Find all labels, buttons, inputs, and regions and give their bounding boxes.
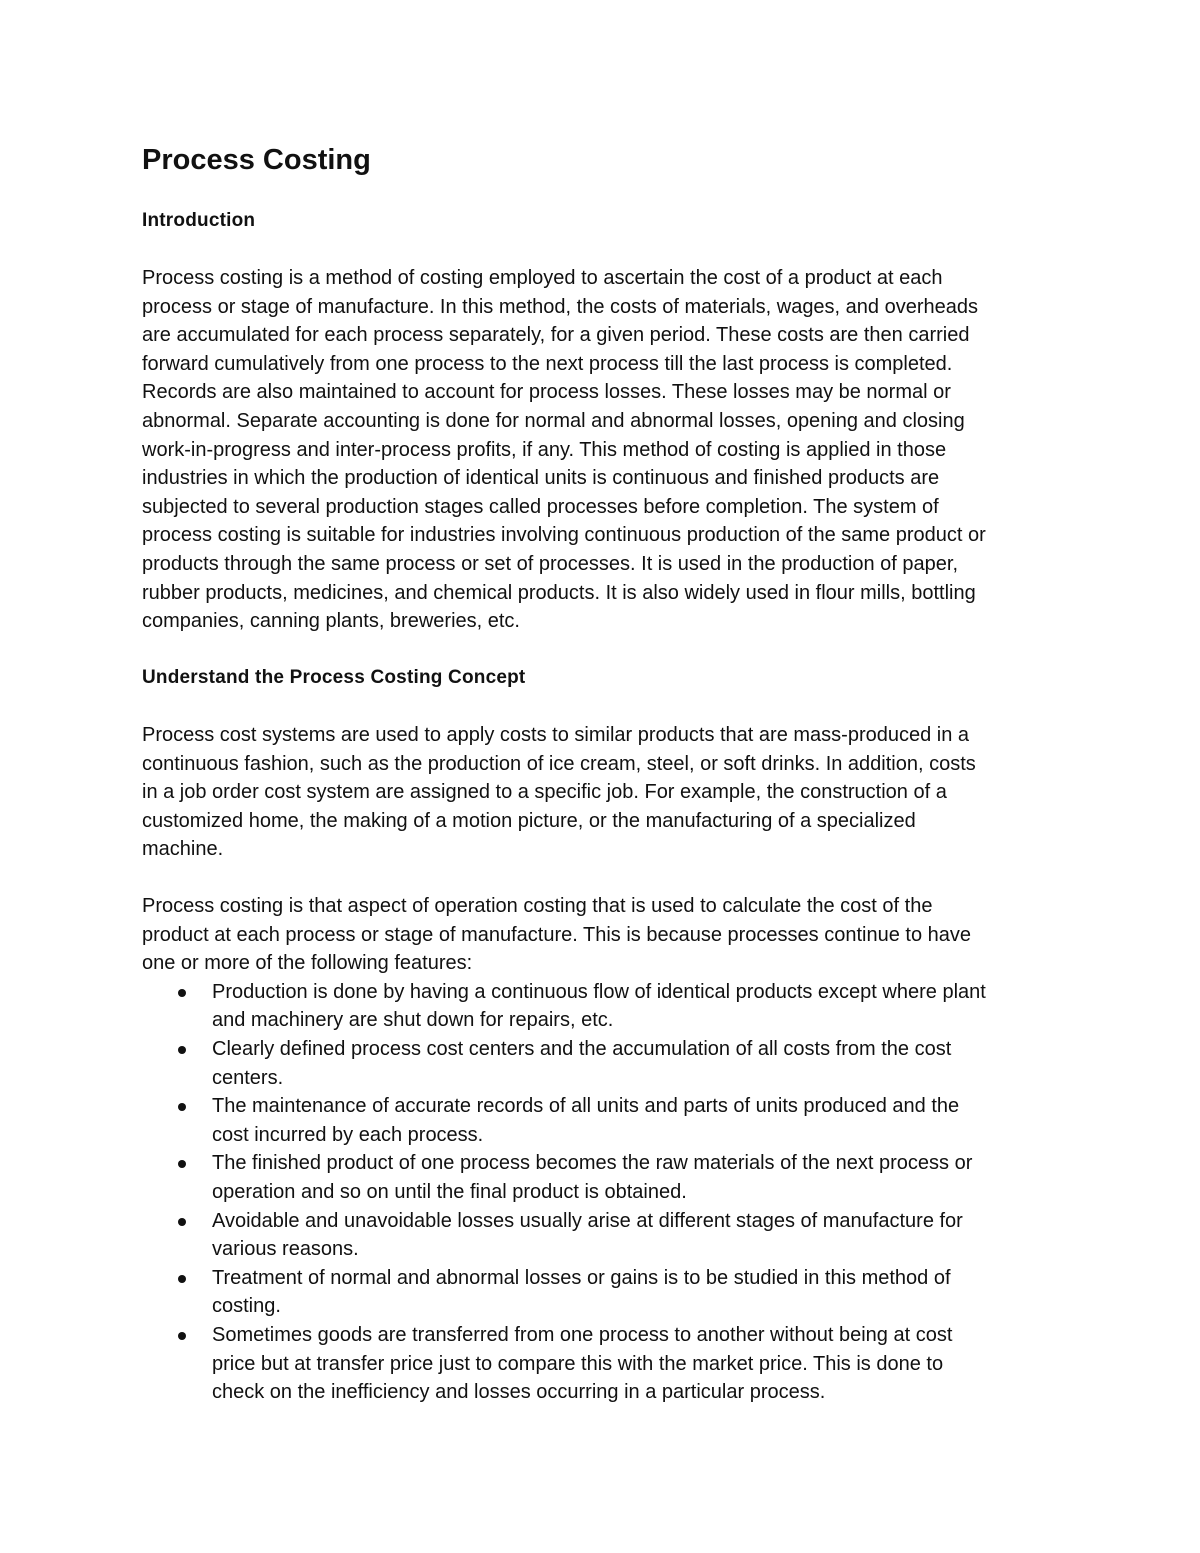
text-line: The maintenance of accurate records of all units and parts of units produced and the bbox=[212, 1095, 960, 1118]
list-item bbox=[142, 1092, 1082, 1149]
text-line: one or more of the following features: bbox=[142, 952, 473, 975]
text-line: centers. bbox=[212, 1066, 284, 1089]
text-line: machine. bbox=[142, 838, 224, 861]
text-line: forward cumulatively from one process to the next process till the last process is completed. bbox=[142, 352, 953, 375]
text-line: are accumulated for each process separately, for a given period. These costs are then carried bbox=[142, 324, 970, 347]
text-line: Process costing is a method of costing employed to ascertain the cost of a product at each bbox=[142, 267, 943, 289]
text-line: Avoidable and unavoidable losses usually arise at different stages of manufacture for bbox=[212, 1209, 963, 1232]
list-item bbox=[142, 978, 1082, 1035]
text-line: Production is done by having a continuous flow of identical products except where plant bbox=[212, 980, 986, 1003]
text-line: abnormal. Separate accounting is done for normal and abnormal losses, opening and closing bbox=[142, 409, 965, 432]
text-line: check on the inefficiency and losses occurring in a particular process. bbox=[212, 1381, 826, 1404]
section-heading-introduction: Introduction bbox=[142, 210, 256, 231]
bullet-icon bbox=[178, 1275, 186, 1283]
bullet-icon bbox=[178, 1103, 186, 1111]
list-item bbox=[142, 1264, 1082, 1321]
bullet-icon bbox=[178, 1160, 186, 1168]
bullet-icon bbox=[178, 1332, 186, 1340]
introduction-paragraph bbox=[142, 264, 1082, 636]
text-line: price but at transfer price just to compare this with the market price. This is done to bbox=[212, 1352, 944, 1375]
section-heading-concept: Understand the Process Costing Concept bbox=[142, 667, 526, 688]
features-list bbox=[142, 978, 1082, 1407]
text-line: customized home, the making of a motion picture, or the manufacturing of a specialized bbox=[142, 809, 916, 832]
text-line: Process costing is that aspect of operation costing that is used to calculate the cost of the bbox=[142, 895, 933, 917]
text-line: cost incurred by each process. bbox=[212, 1123, 484, 1146]
text-line: process costing is suitable for industries involving continuous production of the same product or bbox=[142, 524, 986, 547]
text-line: operation and so on until the final product is obtained. bbox=[212, 1180, 687, 1203]
list-item bbox=[142, 1207, 1082, 1264]
text-line: rubber products, medicines, and chemical products. It is also widely used in flour mills, bottling bbox=[142, 581, 976, 604]
text-line: Treatment of normal and abnormal losses or gains is to be studied in this method of bbox=[212, 1266, 951, 1289]
bullet-icon bbox=[178, 989, 186, 997]
document-title: Process Costing bbox=[142, 144, 371, 176]
concept-paragraph-1 bbox=[142, 721, 1082, 864]
text-line: and machinery are shut down for repairs, etc. bbox=[212, 1009, 614, 1032]
bullet-icon bbox=[178, 1046, 186, 1054]
text-line: costing. bbox=[212, 1295, 281, 1318]
text-line: industries in which the production of identical units is continuous and finished products are bbox=[142, 467, 940, 490]
text-line: process or stage of manufacture. In this method, the costs of materials, wages, and overheads bbox=[142, 295, 978, 318]
text-line: Records are also maintained to account for process losses. These losses may be normal or bbox=[142, 381, 951, 404]
text-line: Clearly defined process cost centers and the accumulation of all costs from the cost bbox=[212, 1037, 952, 1060]
text-line: in a job order cost system are assigned to a specific job. For example, the construction of a bbox=[142, 781, 947, 804]
text-line: Sometimes goods are transferred from one process to another without being at cost bbox=[212, 1323, 953, 1346]
concept-paragraph-2 bbox=[142, 892, 1082, 1407]
text-line: companies, canning plants, breweries, etc. bbox=[142, 610, 520, 633]
text-line: product at each process or stage of manufacture. This is because processes continue to have bbox=[142, 923, 971, 946]
text-line: work-in-progress and inter-process profits, if any. This method of costing is applied in those bbox=[142, 438, 947, 461]
text-line: The finished product of one process becomes the raw materials of the next process or bbox=[212, 1152, 973, 1175]
text-line: subjected to several production stages called processes before completion. The system of bbox=[142, 495, 939, 518]
text-line: products through the same process or set of processes. It is used in the production of paper, bbox=[142, 552, 959, 575]
list-item bbox=[142, 1149, 1082, 1206]
list-item bbox=[142, 1321, 1082, 1407]
text-line: various reasons. bbox=[212, 1238, 359, 1261]
text-line: continuous fashion, such as the production of ice cream, steel, or soft drinks. In addition, costs bbox=[142, 752, 976, 775]
text-line: Process cost systems are used to apply costs to similar products that are mass-produced in a bbox=[142, 724, 970, 746]
list-item bbox=[142, 1035, 1082, 1092]
bullet-icon bbox=[178, 1218, 186, 1226]
